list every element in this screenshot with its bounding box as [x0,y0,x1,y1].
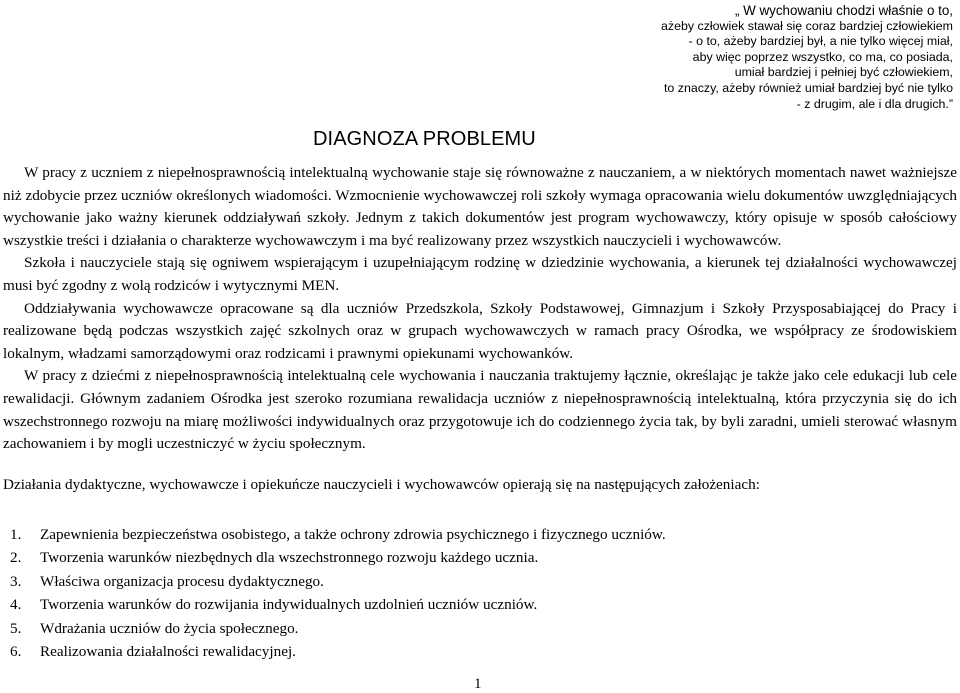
list-number: 6. [10,643,22,661]
motto-line: - z drugim, ale i dla drugich.” [796,96,953,111]
motto-line: ażeby człowiek stawał się coraz bardziej człowiekiem [661,18,953,33]
list-item [10,593,910,616]
list-item [10,523,910,546]
list-item-text: Tworzenia warunków do rozwijania indywidualnych uzdolnień uczniów uczniów. [40,596,538,614]
paragraph: W pracy z uczniem z niepełnosprawnością intelektualną wychowanie staje się równoważne z nauczaniem, a w niektórych momentach nawet ważniejsze niż zdobycie przez uczniów określonych wiadomości. Wzmocnienie wychowawczej roli szkoły wymaga opracowania wielu dokumentów uwzględniających wychowanie jako ważny kierunek oddziaływań szkoły. Jednym z takich dokumentów jest program wychowawczy, który opisuje w sposób całościowy wszystkie treści i działania o charakterze wychowawczym i ma być realizowany przez wszystkich nauczycieli i wychowawców. [3,164,957,249]
list-item-text: Zapewnienia bezpieczeństwa osobistego, a także ochrony zdrowia psychicznego i fizycznego uczniów. [40,526,666,543]
list-item-text: Tworzenia warunków niezbędnych dla wszechstronnego rozwoju każdego ucznia. [40,549,539,567]
paragraph: W pracy z dziećmi z niepełnosprawnością intelektualną cele wychowania i nauczania traktujemy łącznie, określając je także jako cele edukacji lub cele rewalidacji. Głównym zadaniem Ośrodka jest szeroko rozumiana rewalidacja uczniów z niepełnosprawnością intelektualną, która przyczynia się do ich wszechstronnego rozwoju na miarę możliwości indywidualnych oraz przygotowuje ich do codziennego życia tak, by byli zaradni, umieli sterować własnym zachowaniem i by mogli uczestniczyć w życiu społecznym. [3,367,957,453]
section-heading: DIAGNOZA PROBLEMU [313,128,536,150]
motto-line: umiał bardziej i pełniej być człowiekiem, [734,65,953,80]
list-item-text: Wdrażania uczniów do życia społecznego. [40,619,299,637]
list-item-text: Właściwa organizacja procesu dydaktycznego. [40,572,324,590]
paragraph: Oddziaływania wychowawcze opracowane są dla uczniów Przedszkola, Szkoły Podstawowej, Gimnazjum i Szkoły Przysposabiającej do Pracy i realizowane będą podczas wszystkich zajęć szkolnych oraz w grupach wychowawczych w ramach pracy Ośrodka, we współpracy ze środowiskiem lokalnym, władzami samorządowymi oraz rodzicami i prawnymi opiekunami wychowanków. [3,299,957,362]
paragraph: Szkoła i nauczyciele stają się ogniwem wspierającym i uzupełniającym rodzinę w dziedzinie wychowania, a kierunek tej działalności wychowawczej musi być zgodny z wolą rodziców i wytycznymi MEN. [3,254,957,294]
motto-line: aby więc poprzez wszystko, co ma, co posiada, [692,49,953,64]
document-body [3,162,957,496]
list-number: 2. [10,549,22,567]
list-item-text: Realizowania działalności rewalidacyjnej. [40,643,296,661]
motto-line: to znaczy, ażeby również umiał bardziej być nie tylko [663,80,953,95]
list-item [10,640,910,663]
assumptions-list [10,523,910,663]
motto-quote [633,3,953,112]
list-number: 3. [10,572,22,590]
list-item [10,546,910,569]
motto-line: „ W wychowaniu chodzi właśnie o to, [734,3,953,18]
paragraph-spacer [3,456,957,474]
motto-line: - o to, ażeby bardziej był, a nie tylko więcej miał, [688,34,953,49]
list-number: 5. [10,619,22,637]
list-number: 4. [10,596,22,614]
list-item [10,617,910,640]
list-item [10,570,910,593]
list-number: 1. [10,526,22,543]
page-number: 1 [474,676,482,692]
intro-paragraph: Działania dydaktyczne, wychowawcze i opiekuńcze nauczycieli i wychowawców opierają się na następujących założeniach: [3,475,760,493]
